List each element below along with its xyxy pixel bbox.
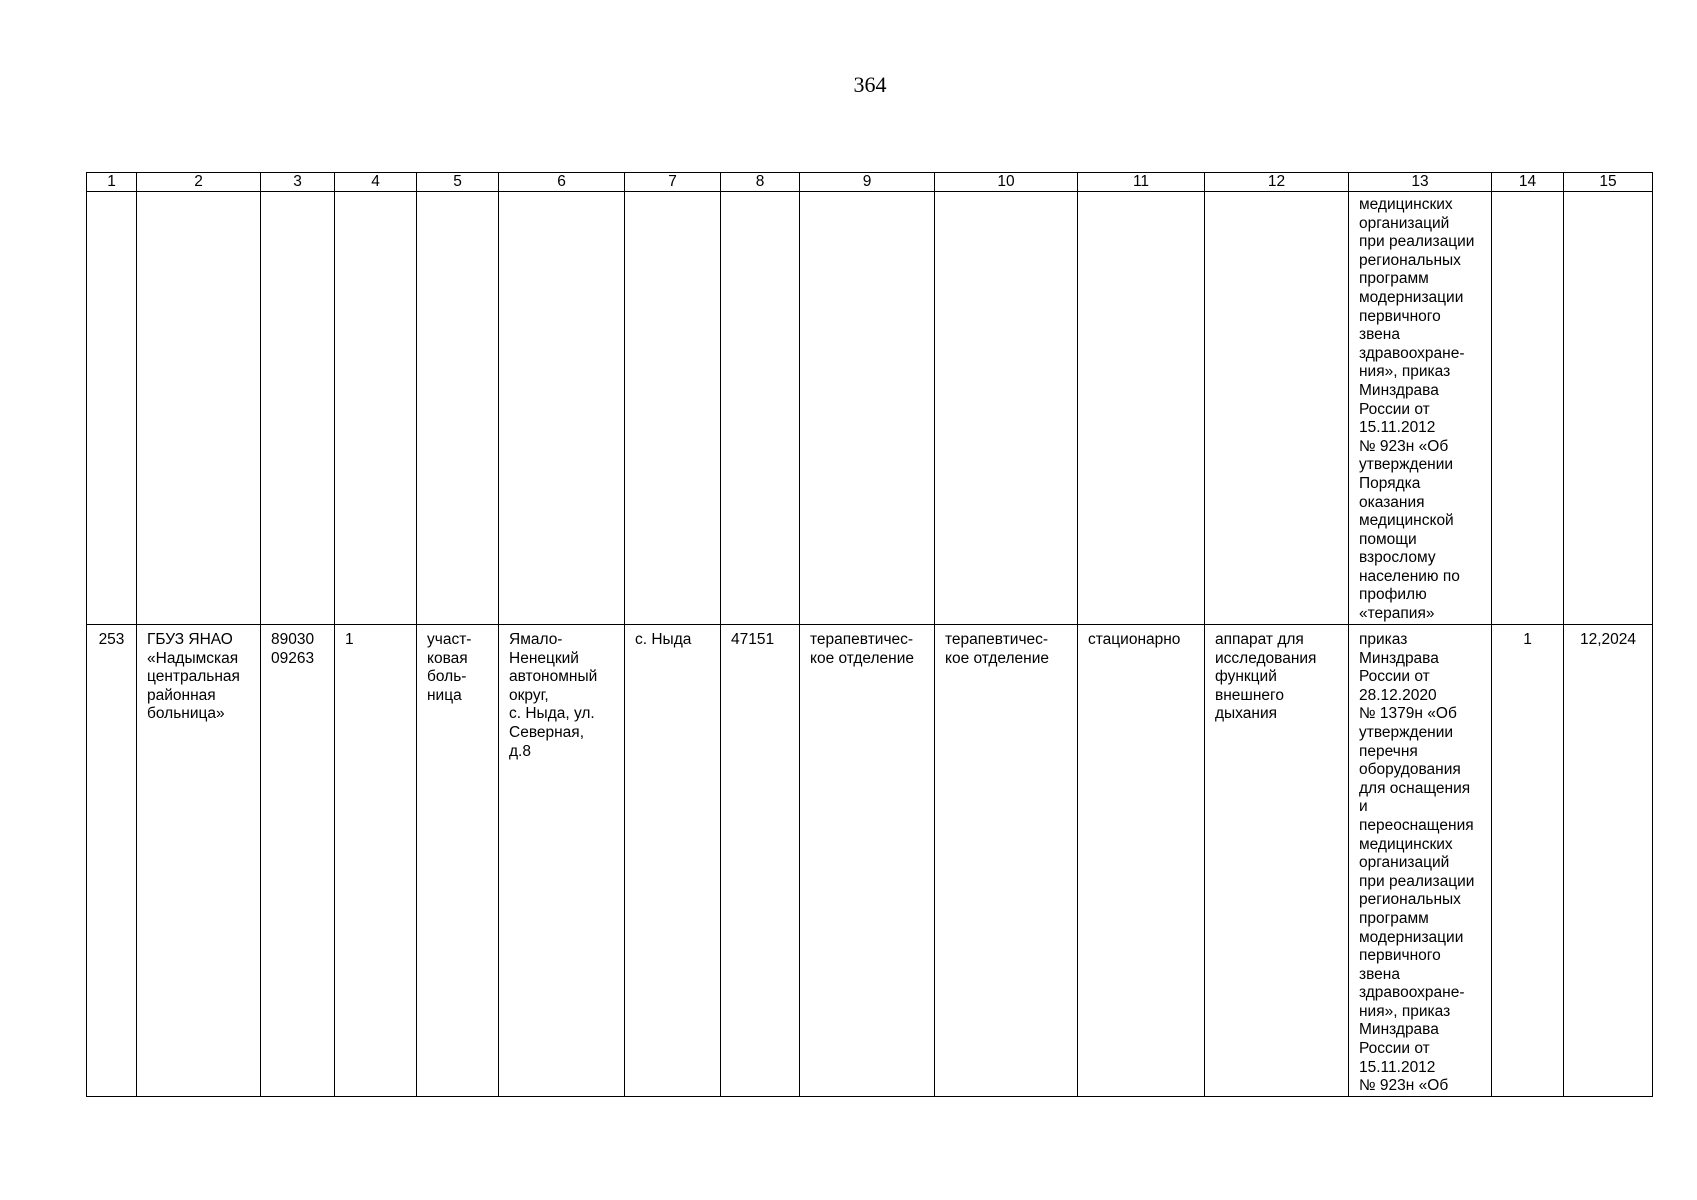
date-cell: 12,2024 [1564, 625, 1653, 1097]
column-header: 10 [935, 173, 1078, 192]
department-cell: терапевтичес- кое отделение [800, 625, 935, 1097]
equipment-table [86, 172, 1653, 1097]
legal-basis-cell: приказ Минздрава России от 28.12.2020 № 1379н «Об утверждении перечня оборудования для оснащения и переоснащения медицинских организаций при реализации региональных программ модернизации первичного звена здравоохране- ния», приказ Минздрава России от 15.11.2012 № 923н «Об [1349, 625, 1492, 1097]
quantity-cell: 1 [1492, 625, 1564, 1097]
oktmo-cell: 47151 [721, 625, 800, 1097]
column-header: 11 [1078, 173, 1205, 192]
column-header: 9 [800, 173, 935, 192]
facility-type-cell: участ- ковая боль- ница [417, 625, 499, 1097]
equipment-cell: аппарат для исследования функций внешнего дыхания [1205, 625, 1349, 1097]
column-header: 14 [1492, 173, 1564, 192]
column-header: 7 [625, 173, 721, 192]
table-cell [261, 192, 335, 625]
table-cell [625, 192, 721, 625]
table-cell [1205, 192, 1349, 625]
column-header: 13 [1349, 173, 1492, 192]
column-header: 4 [335, 173, 417, 192]
column-header: 15 [1564, 173, 1653, 192]
table-row-continued [87, 192, 1653, 625]
table-cell [721, 192, 800, 625]
column-header: 5 [417, 173, 499, 192]
address-cell: Ямало- Ненецкий автономный округ, с. Ныда, ул. Северная, д.8 [499, 625, 625, 1097]
table-row [87, 625, 1653, 1097]
table-cell [800, 192, 935, 625]
column-header: 12 [1205, 173, 1349, 192]
page-number: 364 [853, 72, 887, 97]
table-cell [1492, 192, 1564, 625]
column-header: 8 [721, 173, 800, 192]
care-mode-cell: стационарно [1078, 625, 1205, 1097]
table-cell [1564, 192, 1653, 625]
column-number-row [87, 173, 1653, 192]
table-cell [417, 192, 499, 625]
column-header: 2 [137, 173, 261, 192]
table-cell [1078, 192, 1205, 625]
table-cell [499, 192, 625, 625]
table-cell [87, 192, 137, 625]
row-number-cell: 253 [87, 625, 137, 1097]
table-cell: медицинских организаций при реализации региональных программ модернизации первичного звена здравоохране- ния», приказ Минздрава России от 15.11.2012 № 923н «Об утверждении Порядка оказания медицинской помощи взрослому населению по профилю «терапия» [1349, 192, 1492, 625]
column-header: 3 [261, 173, 335, 192]
settlement-cell: с. Ныда [625, 625, 721, 1097]
code-cell: 89030 09263 [261, 625, 335, 1097]
table-cell [935, 192, 1078, 625]
column-header: 6 [499, 173, 625, 192]
table-cell [137, 192, 261, 625]
organization-cell: ГБУЗ ЯНАО «Надымская центральная районная больница» [137, 625, 261, 1097]
table-cell [335, 192, 417, 625]
table-cell: 1 [335, 625, 417, 1097]
column-header: 1 [87, 173, 137, 192]
department-cell: терапевтичес- кое отделение [935, 625, 1078, 1097]
